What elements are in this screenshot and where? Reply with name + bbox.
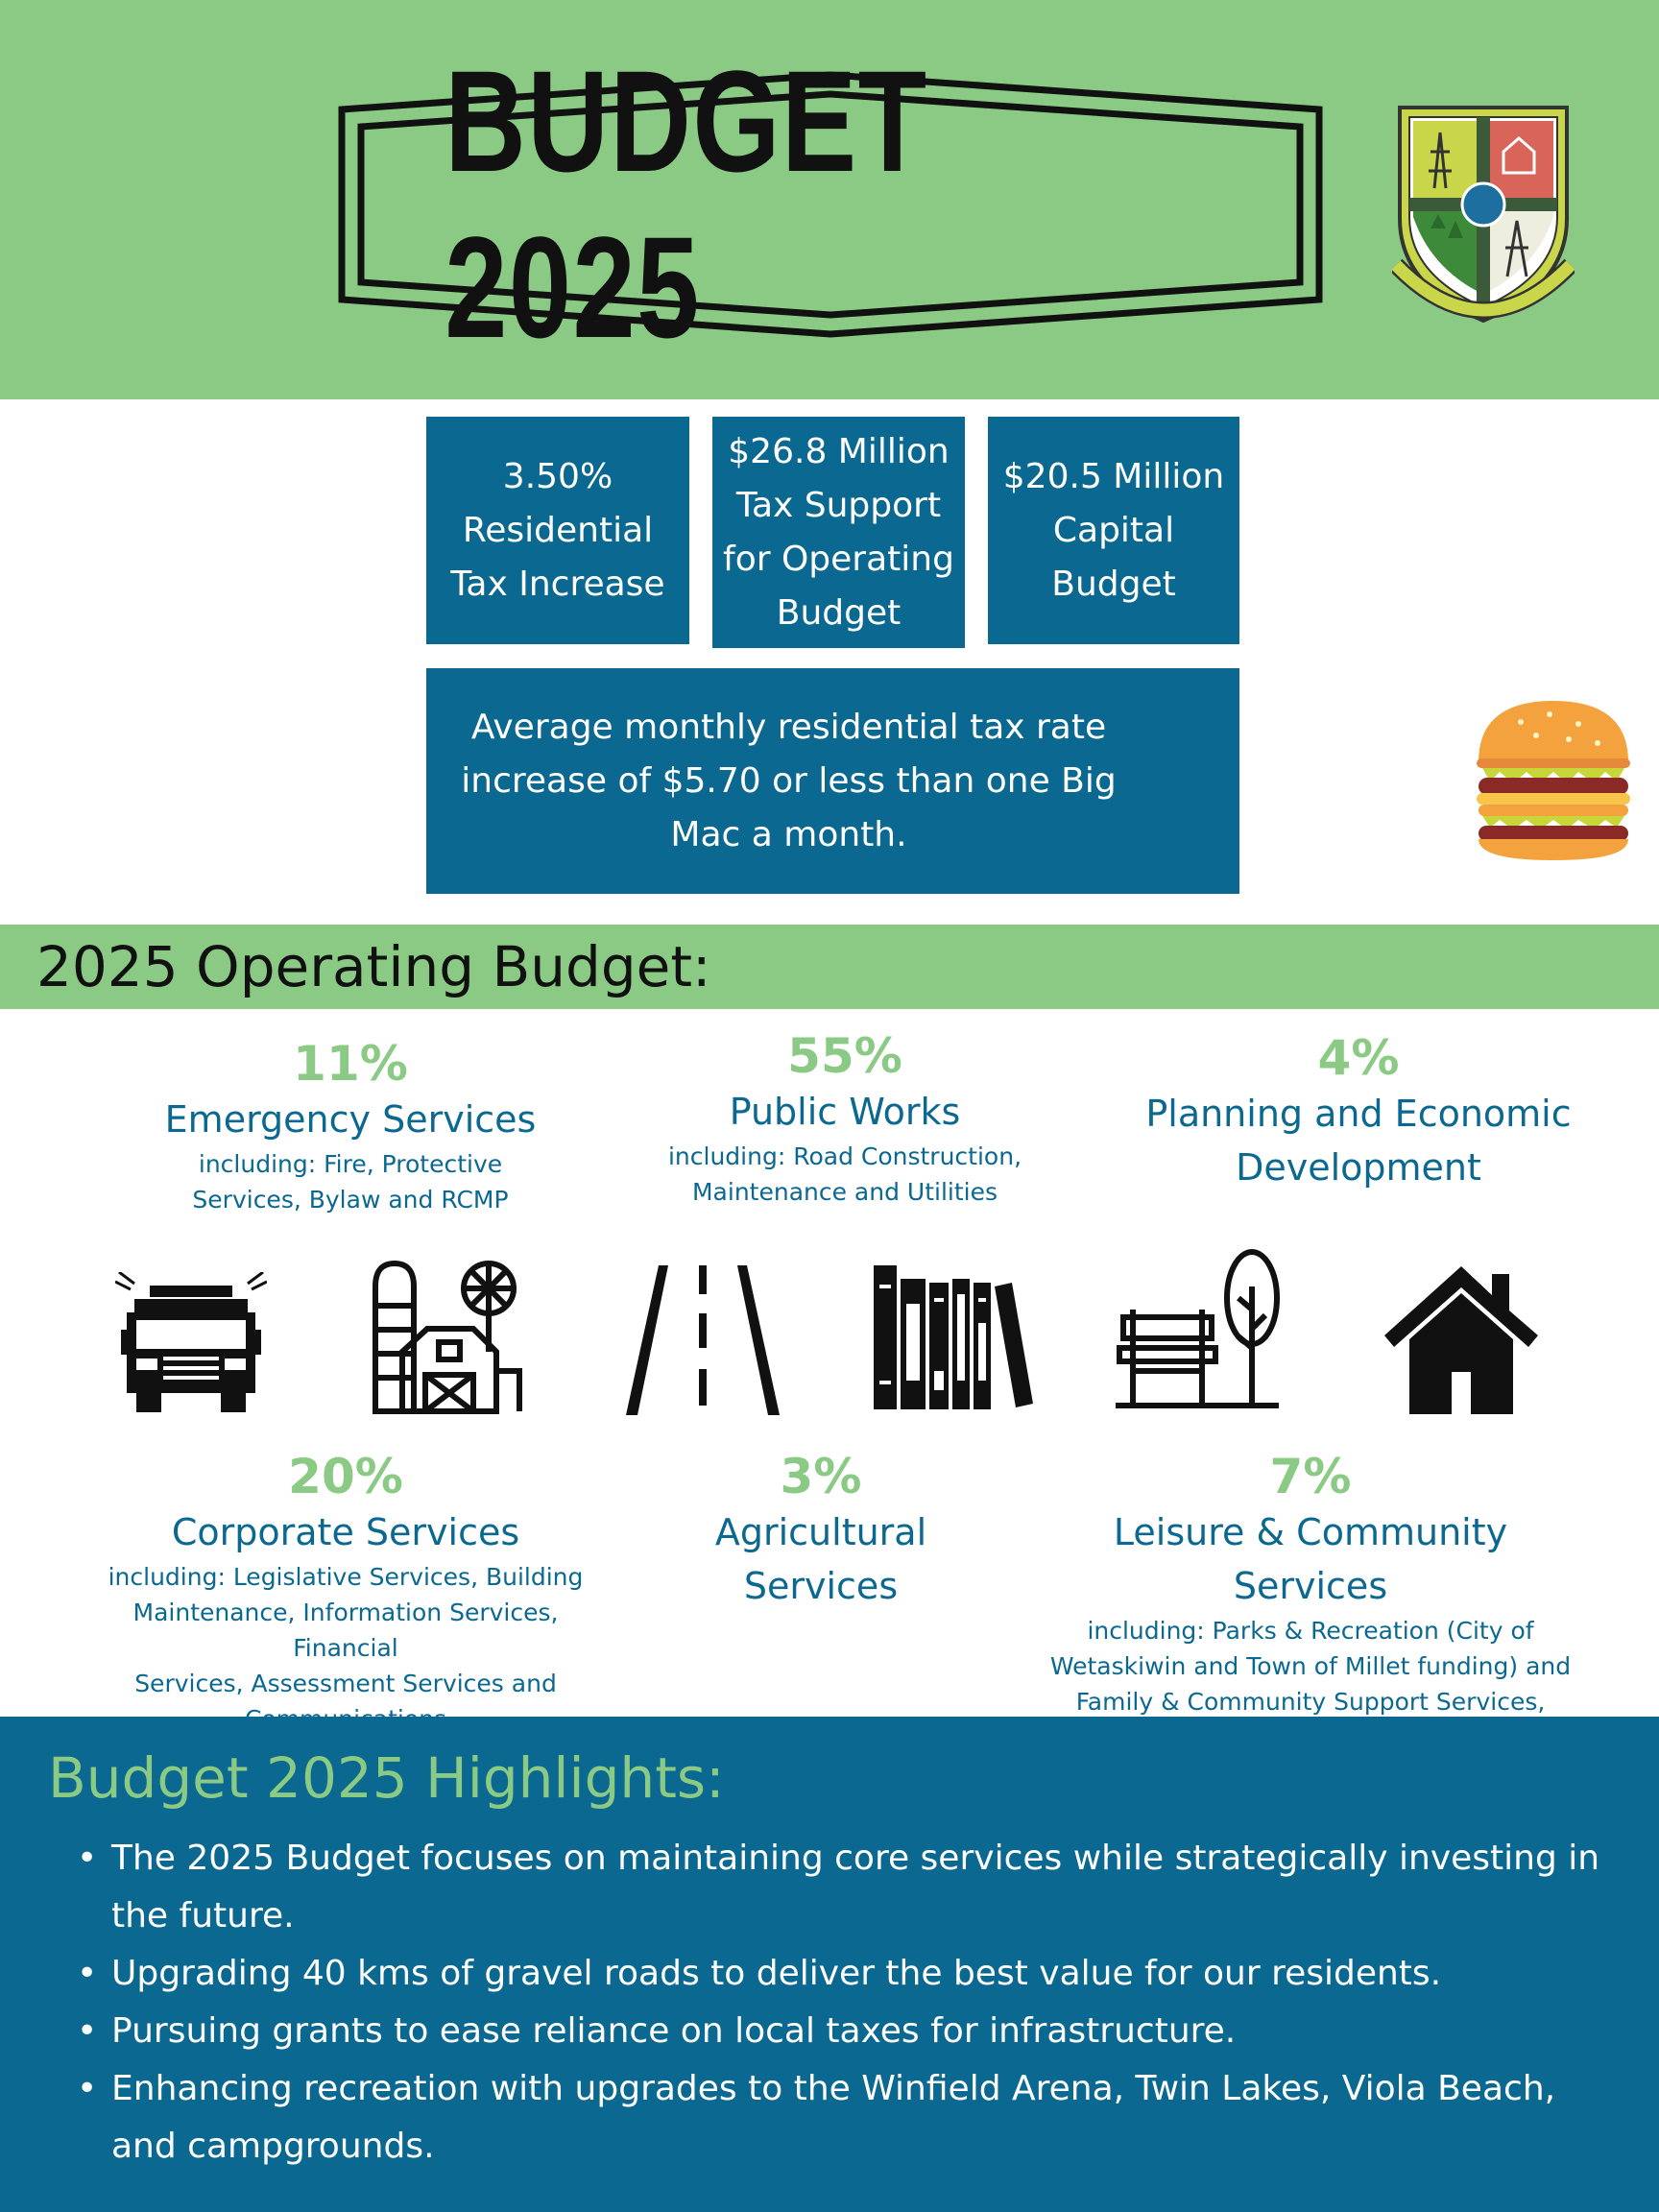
operating-budget-title: 2025 Operating Budget: <box>36 934 711 999</box>
burger-icon <box>1473 695 1634 864</box>
category-description: including: Legislative Services, Building Maintenance, Information Services, Financial Services, Assessment Services and <box>108 1563 584 1697</box>
category-name: Corporate Services <box>171 1511 520 1553</box>
operating-budget-band <box>0 925 1659 1009</box>
category-percent: 11% <box>293 1036 408 1092</box>
stat-text: 3.50% Residential Tax Increase <box>450 456 665 604</box>
category-name: Public Works <box>729 1091 961 1133</box>
category-percent: 4% <box>1317 1030 1400 1086</box>
stat-capital-budget <box>988 417 1239 644</box>
highlights-section <box>0 1717 1659 2212</box>
highlight-item: • Enhancing recreation with upgrades to the Winfield Arena, Twin Lakes, Viola Beach, and campgrounds. <box>77 2060 1613 2176</box>
highlight-item: • Upgrading 40 kms of gravel roads to deliver the best value for our residents. <box>77 1945 1613 2003</box>
stat-tax-support <box>712 417 965 648</box>
category-description: including: Parks & Recreation (City of Wetaskiwin and Town of Millet funding) and Family & Community Support Services, <box>1049 1617 1572 1716</box>
category-agricultural-services <box>662 1448 979 1613</box>
category-planning-economic-development <box>1123 1029 1594 1194</box>
stat-text: $20.5 Million Capital Budget <box>1002 456 1225 604</box>
farm-barn-icon <box>370 1258 523 1416</box>
category-percent: 20% <box>288 1449 403 1504</box>
category-name: Agricultural Services <box>714 1511 927 1607</box>
road-icon <box>626 1265 780 1415</box>
stat-tax-increase <box>426 417 689 644</box>
highlight-item: • The 2025 Budget focuses on maintaining core services while strategically investing in the future. <box>77 1830 1613 1945</box>
category-description: including: Road Construction, Maintenance and Utilities <box>667 1142 1022 1206</box>
page-title: BUDGET 2025 <box>445 40 928 368</box>
monthly-increase-box <box>426 668 1239 894</box>
monthly-increase-text: Average monthly residential tax rate increase of $5.70 or less than one Big Mac a month. <box>461 707 1117 854</box>
header-band <box>0 0 1659 399</box>
highlights-title: Budget 2025 Highlights: <box>48 1745 725 1811</box>
county-crest-logo <box>1392 104 1575 325</box>
park-bench-tree-icon <box>1116 1248 1281 1409</box>
books-icon <box>872 1265 1033 1409</box>
fire-truck-icon <box>115 1272 267 1414</box>
category-percent: 55% <box>787 1028 902 1084</box>
category-description: including: Fire, Protective Services, Bylaw and RCMP <box>192 1150 509 1214</box>
category-name: Planning and Economic Development <box>1145 1093 1572 1189</box>
highlights-list <box>77 1830 1613 2176</box>
category-name: Emergency Services <box>164 1098 537 1141</box>
highlight-item: • Pursuing grants to ease reliance on local taxes for infrastructure. <box>77 2003 1613 2060</box>
house-icon <box>1381 1261 1542 1414</box>
stat-text: $26.8 Million Tax Support for Operating Budget <box>723 431 954 633</box>
category-public-works <box>614 1027 1075 1210</box>
category-emergency-services <box>125 1035 576 1217</box>
category-corporate-services <box>77 1448 614 1737</box>
category-percent: 3% <box>780 1449 862 1504</box>
category-name: Leisure & Community Services <box>1113 1511 1508 1607</box>
category-percent: 7% <box>1269 1449 1352 1504</box>
